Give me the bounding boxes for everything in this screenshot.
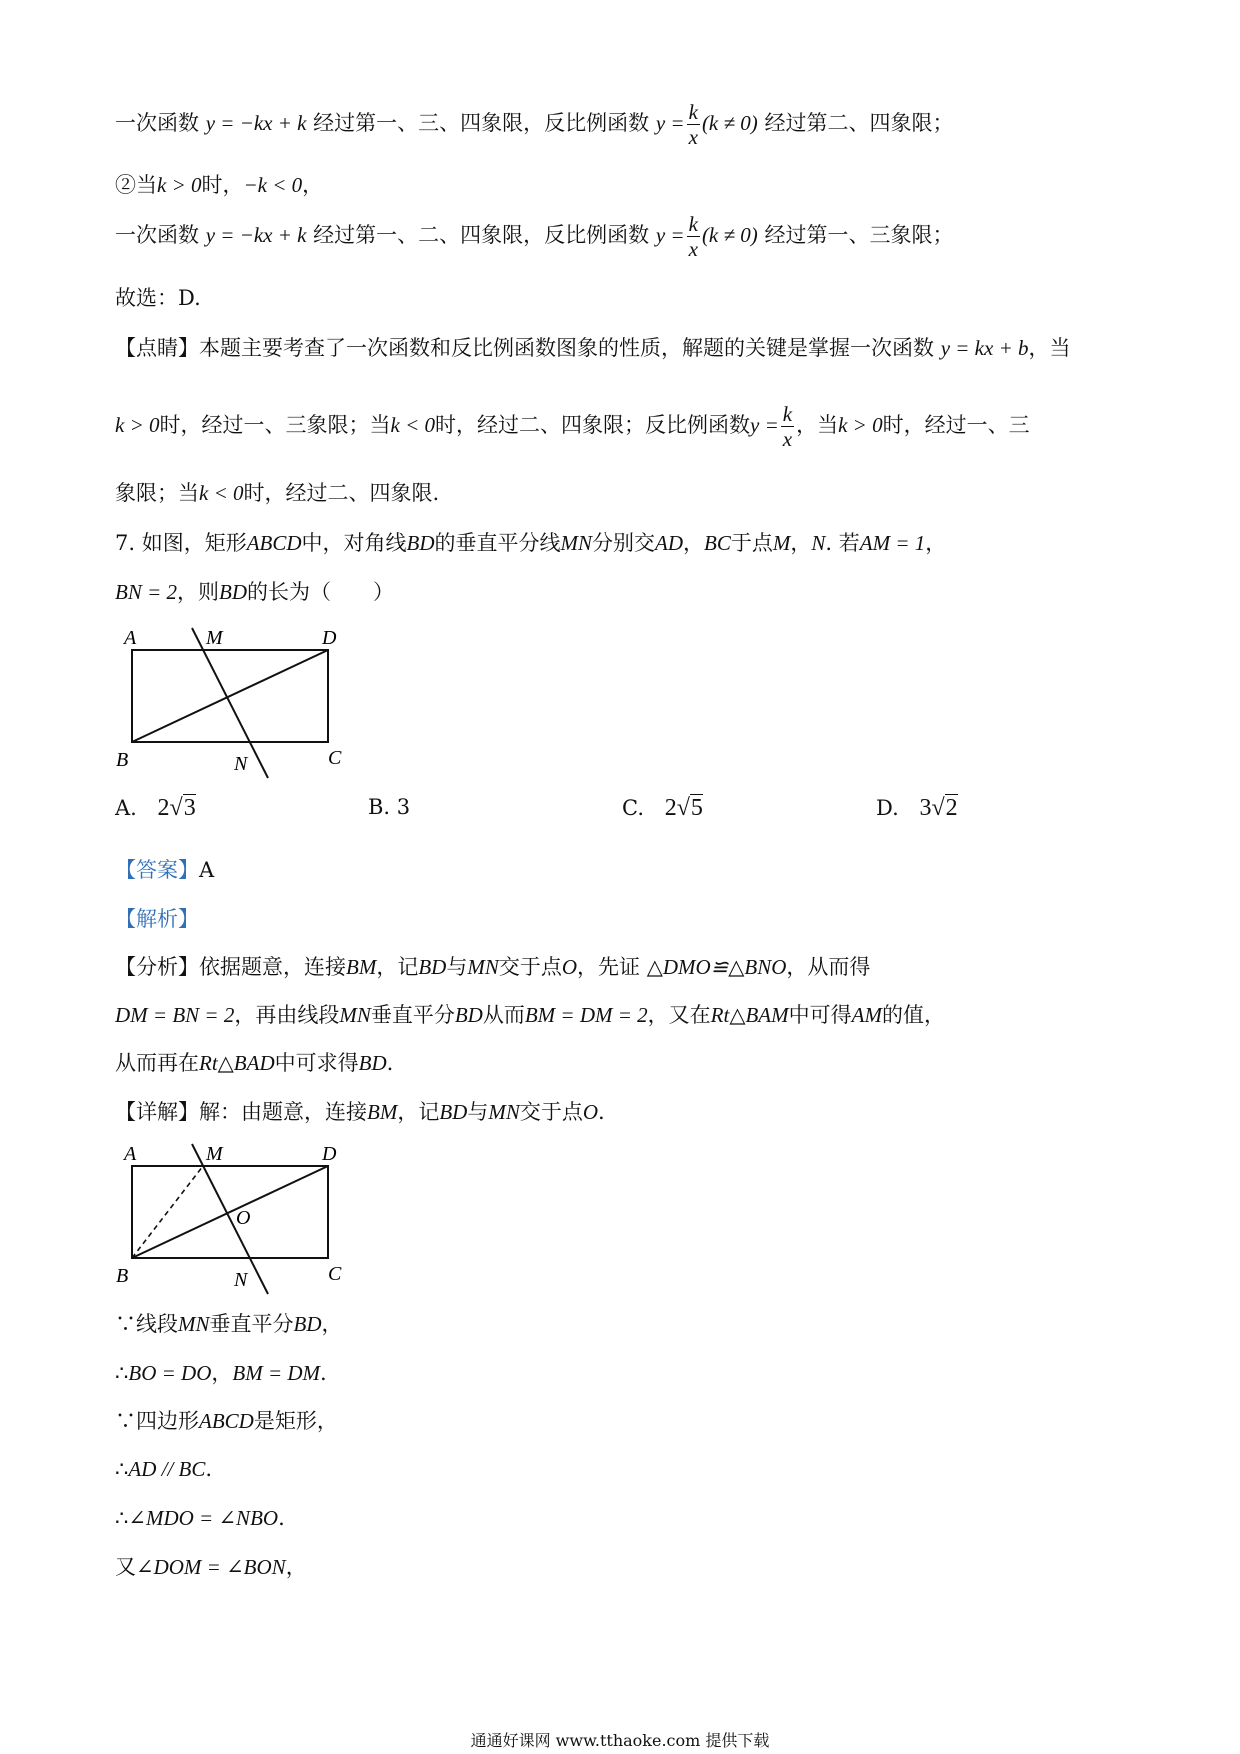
math: BN = 2 [115, 580, 178, 604]
text: 与 [467, 1100, 489, 1124]
equation: y = −kx + k [205, 223, 307, 247]
dianjing-line-2 [115, 402, 1030, 451]
text: . 若 [825, 531, 860, 555]
math: AM [851, 1003, 882, 1027]
proof-step-3 [115, 1406, 338, 1436]
equation: k < 0 [390, 413, 435, 437]
text: ，从而得 [786, 955, 871, 979]
fraction-denominator: x [688, 237, 698, 261]
label-a: A [124, 1143, 137, 1165]
fraction-denominator: x [688, 125, 698, 149]
math: ABCD [199, 1409, 254, 1433]
text: ，记 [376, 955, 419, 979]
option-c[interactable] [622, 795, 703, 822]
option-letter: D. [876, 796, 899, 820]
radicand: 5 [690, 795, 703, 821]
fraction [687, 212, 700, 261]
equation: k > 0 [157, 173, 202, 197]
figure-rectangle-2 [108, 1140, 368, 1300]
text: ， [925, 531, 947, 555]
fraction-numerator: k [782, 402, 793, 426]
text: 经过第二、四象限； [764, 111, 954, 135]
math: MN [467, 955, 499, 979]
text: 一次函数 [115, 111, 199, 135]
condition: (k ≠ 0) [701, 223, 758, 247]
option-letter: A. [115, 796, 137, 820]
diagonal-bd [132, 650, 328, 742]
segment-bm [132, 1166, 203, 1258]
math: BD [418, 955, 447, 979]
proof-step-2 [115, 1358, 327, 1388]
text: ， [683, 531, 705, 555]
math: N [811, 531, 826, 555]
text: 经过第一、三象限； [764, 223, 954, 247]
text: 本题主要考查了一次函数和反比例函数图象的性质，解题的关键是掌握一次函数 [199, 336, 934, 360]
text: 时，经过二、四象限. [243, 481, 440, 505]
text: 交于点 [498, 955, 562, 979]
dianjing-tag: 【点睛】 [115, 336, 199, 360]
dianjing-line-1 [115, 333, 1071, 363]
math: BM = DM = 2 [524, 1003, 648, 1027]
dianjing-line-3 [115, 478, 439, 508]
equation: −k < 0 [243, 173, 303, 197]
proof-step-1 [115, 1309, 343, 1339]
equation: k > 0 [838, 413, 883, 437]
fraction-denominator: x [782, 427, 793, 451]
math: BM [367, 1100, 398, 1124]
figure-rectangle-1 [108, 620, 368, 780]
text: 7. 如图，矩形 [115, 531, 247, 555]
text: 分别交 [592, 531, 656, 555]
text: ∴ [115, 1361, 129, 1385]
radical-expression: 2√5 [664, 795, 703, 821]
proof-step-6 [115, 1552, 307, 1582]
text: 的值， [881, 1003, 945, 1027]
text: 解：由题意，连接 [199, 1100, 367, 1124]
label-n: N [234, 1269, 248, 1291]
math: BD [439, 1100, 468, 1124]
math: AD // BC [128, 1457, 206, 1481]
text: 的长为（ ） [247, 580, 395, 604]
text: ， [285, 1555, 307, 1579]
math: BM [346, 955, 377, 979]
text: ， [211, 1361, 233, 1385]
text: 从而 [482, 1003, 525, 1027]
text: . [205, 1457, 213, 1481]
math: M [772, 531, 791, 555]
label-m: M [206, 627, 223, 649]
label-c: C [328, 1263, 342, 1285]
text: 是矩形， [253, 1409, 338, 1433]
answer-choice-line: 故选：D. [115, 286, 201, 310]
label-o: O [236, 1207, 251, 1229]
text: 与 [446, 955, 468, 979]
equation: k < 0 [199, 481, 244, 505]
radical-expression: 3√2 [919, 795, 958, 821]
question-7-line-2 [115, 577, 394, 607]
text: ∴ [115, 1506, 129, 1530]
label-b: B [116, 749, 129, 771]
text-line-1 [115, 100, 953, 149]
math: MN [178, 1312, 210, 1336]
text: 交于点 [519, 1100, 583, 1124]
math: O [582, 1100, 598, 1124]
text: 时，经过二、四象限；反比例函数 [435, 413, 750, 437]
option-b[interactable] [368, 795, 410, 819]
math: Rt△BAD [199, 1051, 275, 1075]
label-b: B [116, 1265, 129, 1287]
text: 经过第一、二、四象限，反比例函数 [313, 223, 650, 247]
answer-tag: 【答案】 [115, 858, 199, 882]
math: DM = BN = 2 [115, 1003, 235, 1027]
text: . [320, 1361, 327, 1385]
option-letter: B. 3 [368, 795, 411, 819]
math: BC [704, 531, 731, 555]
equation: y = [750, 413, 779, 437]
math: △DMO≌△BNO [646, 955, 787, 979]
text: ∵线段 [115, 1312, 178, 1336]
text-line-3 [115, 212, 953, 261]
text: 时，经过一、三 [882, 413, 1030, 437]
equation: y = [655, 111, 685, 135]
label-d: D [322, 1143, 337, 1165]
text: 时， [201, 173, 244, 197]
fraction [687, 100, 700, 149]
text: ，先证 [577, 955, 640, 979]
math: AD [655, 531, 684, 555]
answer-value: A [199, 858, 215, 882]
math: MN [560, 531, 593, 555]
text: 象限；当 [115, 481, 199, 505]
fenxi-line-3 [115, 1048, 393, 1078]
text: ， [790, 531, 812, 555]
radical-coefficient: 2 [664, 795, 677, 821]
math: O [561, 955, 577, 979]
math: Rt△BAM [710, 1003, 789, 1027]
label-a: A [124, 627, 137, 649]
text: 的垂直平分线 [434, 531, 561, 555]
math: AM = 1 [859, 531, 926, 555]
radical-coefficient: 2 [157, 795, 170, 821]
text: 一次函数 [115, 223, 199, 247]
equation: y = −kx + k [205, 111, 307, 135]
text: 依据题意，连接 [199, 955, 346, 979]
fenxi-tag: 【分析】 [115, 955, 199, 979]
text: 从而再在 [115, 1051, 199, 1075]
text: 又 [115, 1555, 136, 1579]
xiangjie-tag: 【详解】 [115, 1100, 199, 1124]
math: BM = DM [232, 1361, 321, 1385]
text: ，记 [397, 1100, 440, 1124]
fraction-numerator: k [688, 212, 698, 236]
text: ，当 [796, 413, 839, 437]
option-a[interactable] [115, 795, 196, 822]
text: ，又在 [647, 1003, 711, 1027]
math: BD [293, 1312, 322, 1336]
radical-coefficient: 3 [919, 795, 932, 821]
text: ②当 [115, 173, 157, 197]
condition: (k ≠ 0) [701, 111, 758, 135]
jiexi-line [115, 904, 199, 934]
text: ， [302, 173, 324, 197]
math: MN [339, 1003, 371, 1027]
text: 中，对角线 [301, 531, 407, 555]
option-d[interactable] [876, 795, 958, 822]
text: 中可求得 [274, 1051, 359, 1075]
proof-step-4 [115, 1454, 212, 1484]
page-footer: 通通好课网 www.tthaoke.com 提供下载 [470, 1731, 770, 1750]
math: ABCD [246, 531, 302, 555]
math: ∠DOM = ∠BON [136, 1555, 286, 1579]
text: ， [321, 1312, 343, 1336]
math: ∠MDO = ∠NBO [128, 1506, 279, 1530]
text: . [598, 1100, 605, 1124]
xiangjie-line [115, 1097, 605, 1127]
math: BD [406, 531, 435, 555]
option-letter: C. [622, 796, 644, 820]
text: 经过第一、三、四象限，反比例函数 [313, 111, 650, 135]
label-c: C [328, 747, 342, 769]
text: ∵四边形 [115, 1409, 199, 1433]
equation: k > 0 [115, 413, 160, 437]
text: . [278, 1506, 285, 1530]
text: ，再由线段 [234, 1003, 340, 1027]
text: 于点 [730, 531, 773, 555]
text: ，当 [1028, 336, 1071, 360]
text: 中可得 [788, 1003, 852, 1027]
label-m: M [206, 1143, 223, 1165]
jiexi-tag: 【解析】 [115, 907, 199, 931]
text: ∴ [115, 1457, 129, 1481]
question-7-line-1 [115, 528, 946, 558]
proof-step-5 [115, 1503, 285, 1533]
equation: y = [655, 223, 685, 247]
diagonal-bd [132, 1166, 328, 1258]
text-line-2 [115, 170, 323, 200]
text: 垂直平分 [209, 1312, 294, 1336]
label-d: D [322, 627, 337, 649]
fraction [781, 402, 794, 451]
label-n: N [234, 753, 248, 775]
text: 垂直平分 [370, 1003, 455, 1027]
math: MN [488, 1100, 520, 1124]
math: BO = DO [128, 1361, 212, 1385]
radicand: 3 [183, 795, 196, 821]
math: BD [219, 580, 248, 604]
math: BD [454, 1003, 483, 1027]
equation: y = kx + b [940, 336, 1029, 360]
fraction-numerator: k [688, 100, 698, 124]
text: 时，经过一、三象限；当 [159, 413, 391, 437]
answer-line [115, 855, 214, 885]
text: . [386, 1051, 394, 1075]
radicand: 2 [945, 795, 958, 821]
radical-expression: 2√3 [157, 795, 196, 821]
text: ，则 [177, 580, 220, 604]
fenxi-line-2 [115, 1000, 945, 1030]
math: BD [358, 1051, 387, 1075]
fenxi-line-1 [115, 952, 870, 982]
